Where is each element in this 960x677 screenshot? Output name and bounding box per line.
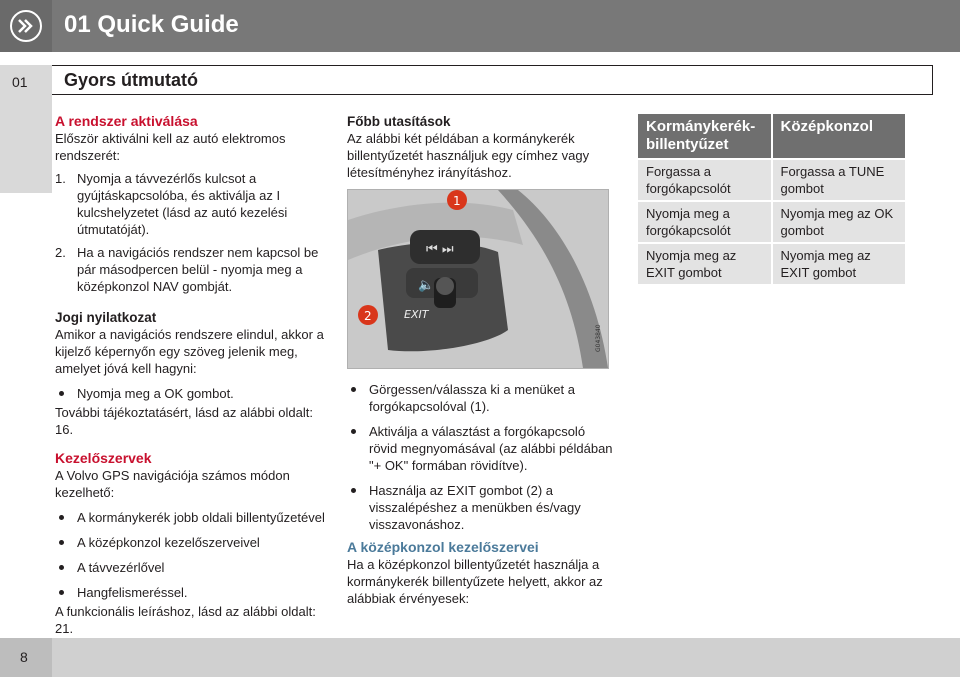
legal-heading: Jogi nyilatkozat (55, 310, 157, 325)
page-title: 01 Quick Guide (64, 11, 239, 38)
svg-text:⏮ ⏭: ⏮ ⏭ (426, 242, 454, 257)
figure-code: G043840 (595, 324, 602, 352)
controls-more: A funkcionális leíráshoz, lásd az alábbi oldalt: 21. (55, 604, 316, 636)
table-cell: Forgassa a TUNE gombot (771, 160, 906, 200)
table-row (638, 200, 905, 242)
list-item: Aktiválja a választást a forgókapcsoló rövid megnyomásával (az alábbi példában "+ OK" formában rövidítve). (347, 423, 615, 474)
activate-steps (55, 170, 325, 295)
comparison-table (638, 114, 905, 284)
table-row (638, 242, 905, 284)
table-header (638, 114, 905, 158)
console-text: Ha a középkonzol billentyűzetét használja a kormánykerék billentyűzete helyett, akkor az alábbiak érvényesek: (347, 557, 603, 606)
controls-intro: A Volvo GPS navigációja számos módon kezelhető: (55, 468, 290, 500)
table-cell: Nyomja meg a forgókapcsolót (638, 202, 771, 242)
table-cell: Forgassa a forgókapcsolót (638, 160, 771, 200)
page-number: 8 (20, 649, 28, 665)
steering-wheel-figure (347, 189, 609, 369)
legal-more: További tájékoztatásért, lásd az alábbi oldalt: 16. (55, 405, 313, 437)
chapter-title-box (52, 65, 933, 95)
callout-1: 1 (453, 194, 461, 208)
chapter-title: Gyors útmutató (64, 70, 199, 90)
callout-2: 2 (364, 309, 372, 323)
page-number-tab (0, 638, 52, 677)
instruction-bullets (347, 381, 615, 533)
activate-heading: A rendszer aktiválása (55, 113, 198, 129)
column-header: Kormánykerék-billentyűzet (638, 114, 771, 158)
table-cell: Nyomja meg az EXIT gombot (638, 244, 771, 284)
chapter-bar (0, 55, 960, 107)
column-header: Középkonzol (771, 114, 906, 158)
controls-list (55, 509, 325, 601)
chapter-number-tab (0, 65, 52, 193)
exit-label: EXIT (404, 308, 429, 321)
console-heading: A középkonzol kezelőszervei (347, 539, 539, 555)
list-item: A középkonzol kezelőszerveivel (55, 534, 325, 551)
page-header (0, 0, 960, 52)
controls-heading: Kezelőszervek (55, 450, 152, 466)
list-item: A távvezérlővel (55, 559, 325, 576)
list-item: Használja az EXIT gombot (2) a visszalépéshez a menükben és/vagy visszavonáshoz. (347, 482, 615, 533)
list-item: A kormánykerék jobb oldali billentyűzetével (55, 509, 325, 526)
list-item: Hangfelismeréssel. (55, 584, 325, 601)
list-item: 1. Nyomja a távvezérlős kulcsot a gyújtáskapcsolóba, és aktiválja az I kulcshelyzetet (lásd az autó kezelési útmutatóját). (55, 171, 288, 237)
table-cell: Nyomja meg az OK gombot (771, 202, 906, 242)
instructions-heading: Főbb utasítások (347, 114, 451, 129)
activate-intro: Először aktiválni kell az autó elektromos rendszerét: (55, 131, 286, 163)
svg-text:🔈: 🔈 (418, 278, 435, 293)
list-item: Görgessen/válassza ki a menüket a forgókapcsolóval (1). (347, 381, 615, 415)
middle-lower (347, 381, 615, 607)
page-footer (0, 638, 960, 677)
left-column (55, 113, 325, 637)
table-cell: Nyomja meg az EXIT gombot (771, 244, 906, 284)
table-row (638, 158, 905, 200)
instructions-intro: Az alábbi két példában a kormánykerék billentyűzetét használjuk egy címhez vagy létesítményhez irányításhoz. (347, 131, 590, 180)
legal-bullets (55, 385, 325, 402)
list-item: Nyomja meg a OK gombot. (55, 385, 325, 402)
middle-column (347, 113, 615, 181)
legal-text: Amikor a navigációs rendszere elindul, akkor a kijelző képernyőn egy szöveg jelenik meg, amelyet jóvá kell hagyni: (55, 327, 324, 376)
chapter-number: 01 (12, 74, 28, 90)
list-item: 2. Ha a navigációs rendszer nem kapcsol be pár másodpercen belül - nyomja meg a középkonzol NAV gombját. (55, 245, 319, 294)
double-chevron-icon (0, 0, 52, 52)
